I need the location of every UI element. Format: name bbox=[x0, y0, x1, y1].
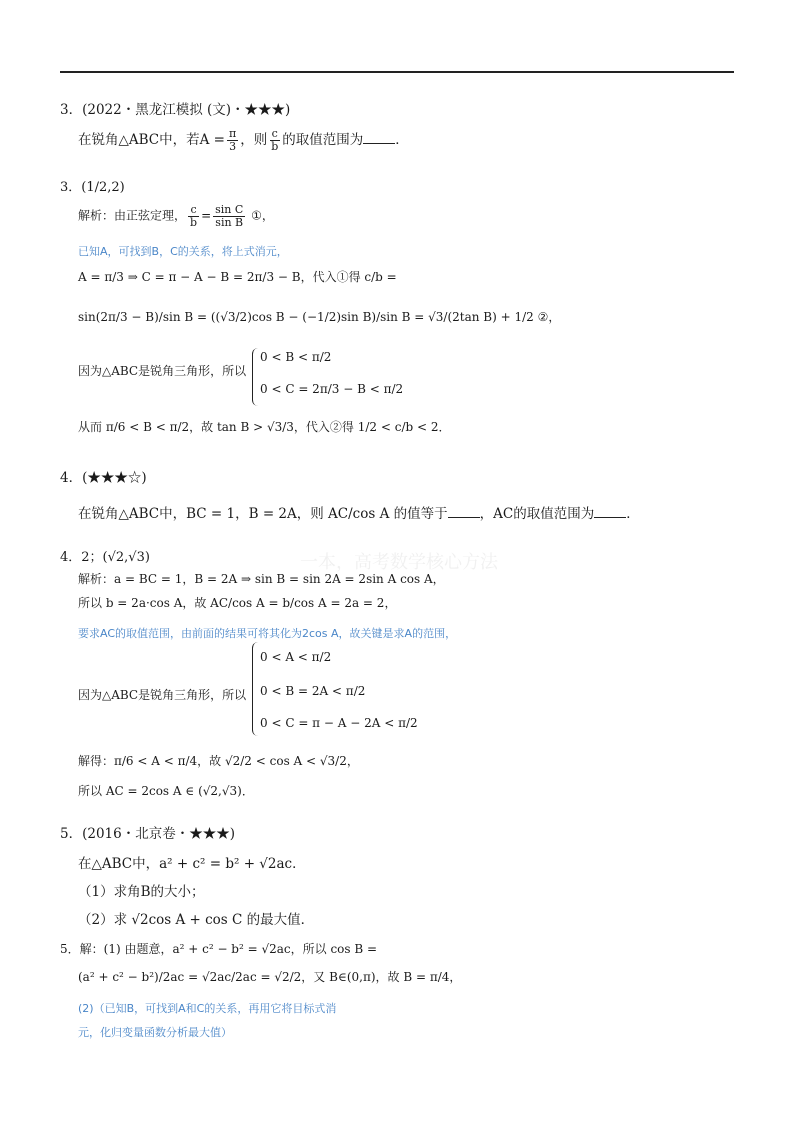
q4-system-brace bbox=[252, 642, 259, 736]
q5-note-line1: (2)（已知B，可找到A和C的关系，再用它将目标式消 bbox=[78, 1002, 337, 1015]
q5-stem: 在△ABC中，a² + c² = b² + √2ac． bbox=[78, 856, 306, 872]
q3-frac-cb bbox=[269, 128, 280, 152]
q4-solution-line4: 解得：π/6 < A < π/4，故 √2/2 < cos A < √3/2， bbox=[78, 754, 359, 768]
q4-answer-blank-2 bbox=[594, 507, 626, 518]
q3-sol-frac1 bbox=[188, 204, 199, 228]
q3-stem-end: ． bbox=[395, 132, 409, 148]
q3-solution-line1 bbox=[78, 204, 274, 228]
q3-solution-line3: A = π/3 ⇒ C = π − A − B = 2π/3 − B，代入①得 c/b = bbox=[78, 270, 397, 284]
q4-stem-end: ． bbox=[626, 506, 640, 522]
q4-system-2: 0 < B = 2A < π/2 bbox=[260, 684, 366, 698]
q3-frac-den: 3 bbox=[229, 140, 237, 153]
q4-answer: 4．2；(√2,√3) bbox=[60, 550, 150, 565]
q5-part2: （2）求 √2cos A + cos C 的最大值． bbox=[78, 912, 315, 928]
q3-frac-pi3 bbox=[227, 128, 238, 152]
q5-solution-line1: 5．解：(1) 由题意，a² + c² − b² = √2ac，所以 cos B = bbox=[60, 942, 378, 956]
q3-answer: 3．(1/2,2) bbox=[60, 180, 125, 195]
q4-solution-line3: 因为△ABC是锐角三角形，所以 bbox=[78, 688, 247, 702]
q3-sol-f2d: sin B bbox=[215, 215, 244, 229]
q5-part1: （1）求角B的大小； bbox=[78, 884, 205, 900]
q3-solution-line4: sin(2π/3 − B)/sin B = ((√3/2)cos B − (−1/2)sin B)/sin B = √3/(2tan B) + 1/2 ②， bbox=[78, 310, 561, 324]
q3-stem-c: 的取值范围为 bbox=[282, 132, 364, 148]
q3-system-brace bbox=[252, 348, 259, 406]
q5-solution-line2: (a² + c² − b²)/2ac = √2ac/2ac = √2/2，又 B∈(0,π)，故 B = π/4， bbox=[78, 970, 462, 984]
q4-solution-line1: 解析：a = BC = 1，B = 2A ⇒ sin B = sin 2A = 2sin A cos A， bbox=[78, 572, 445, 586]
q3-sol-f2n: sin C bbox=[215, 203, 244, 216]
watermark: 一本，高考数学核心方法 bbox=[300, 552, 498, 573]
q3-stem-a: 在锐角△ABC中，若A = bbox=[78, 132, 225, 148]
q3-system-1: 0 < B < π/2 bbox=[260, 350, 332, 364]
q4-solution-line2: 所以 b = 2a·cos A，故 AC/cos A = b/cos A = 2a = 2， bbox=[78, 596, 397, 610]
q3-stem bbox=[78, 128, 409, 153]
q4-system-1: 0 < A < π/2 bbox=[260, 650, 332, 664]
q3-note: 已知A，可找到B，C的关系，将上式消元， bbox=[78, 245, 288, 258]
q3-sol-tag: ①， bbox=[247, 208, 274, 223]
q3-answer-blank bbox=[363, 133, 395, 144]
q3-frac-c: c bbox=[271, 127, 278, 141]
q5-header: 5．(2016・北京卷・★★★) bbox=[60, 826, 235, 842]
q4-solution-line5: 所以 AC = 2cos A ∈ (√2,√3)． bbox=[78, 784, 254, 798]
q3-solution-line6: 从而 π/6 < B < π/2，故 tan B > √3/3，代入②得 1/2 < c/b < 2． bbox=[78, 420, 451, 434]
q3-sol-f1d: b bbox=[190, 215, 198, 229]
q3-sol-eq: = bbox=[201, 208, 212, 223]
q4-note: 要求AC的取值范围，由前面的结果可将其化为2cos A，故关键是求A的范围， bbox=[78, 627, 457, 640]
q5-note-line2: 元，化归变量函数分析最大值） bbox=[78, 1026, 232, 1039]
q4-stem-a: 在锐角△ABC中，BC = 1，B = 2A，则 AC/cos A 的值等于 bbox=[78, 506, 448, 522]
q3-sol-frac2 bbox=[213, 204, 245, 228]
q4-stem bbox=[78, 502, 640, 522]
q3-solution-line5: 因为△ABC是锐角三角形，所以 bbox=[78, 364, 247, 378]
q3-frac-b: b bbox=[271, 140, 279, 153]
q3-header: 3．(2022・黑龙江模拟 (文)・★★★) bbox=[60, 102, 291, 118]
q4-header: 4．(★★★☆) bbox=[60, 470, 147, 486]
q3-sol-a: 解析：由正弦定理， bbox=[78, 208, 187, 223]
q3-sol-f1n: c bbox=[190, 203, 197, 216]
top-rule bbox=[60, 71, 734, 73]
q4-system-3: 0 < C = π − A − 2A < π/2 bbox=[260, 716, 418, 730]
q3-frac-num: π bbox=[228, 127, 237, 141]
q3-system-2: 0 < C = 2π/3 − B < π/2 bbox=[260, 382, 404, 396]
q3-stem-b: ，则 bbox=[240, 132, 268, 148]
q4-answer-blank-1 bbox=[448, 507, 480, 518]
q4-stem-b: ，AC的取值范围为 bbox=[479, 506, 595, 522]
